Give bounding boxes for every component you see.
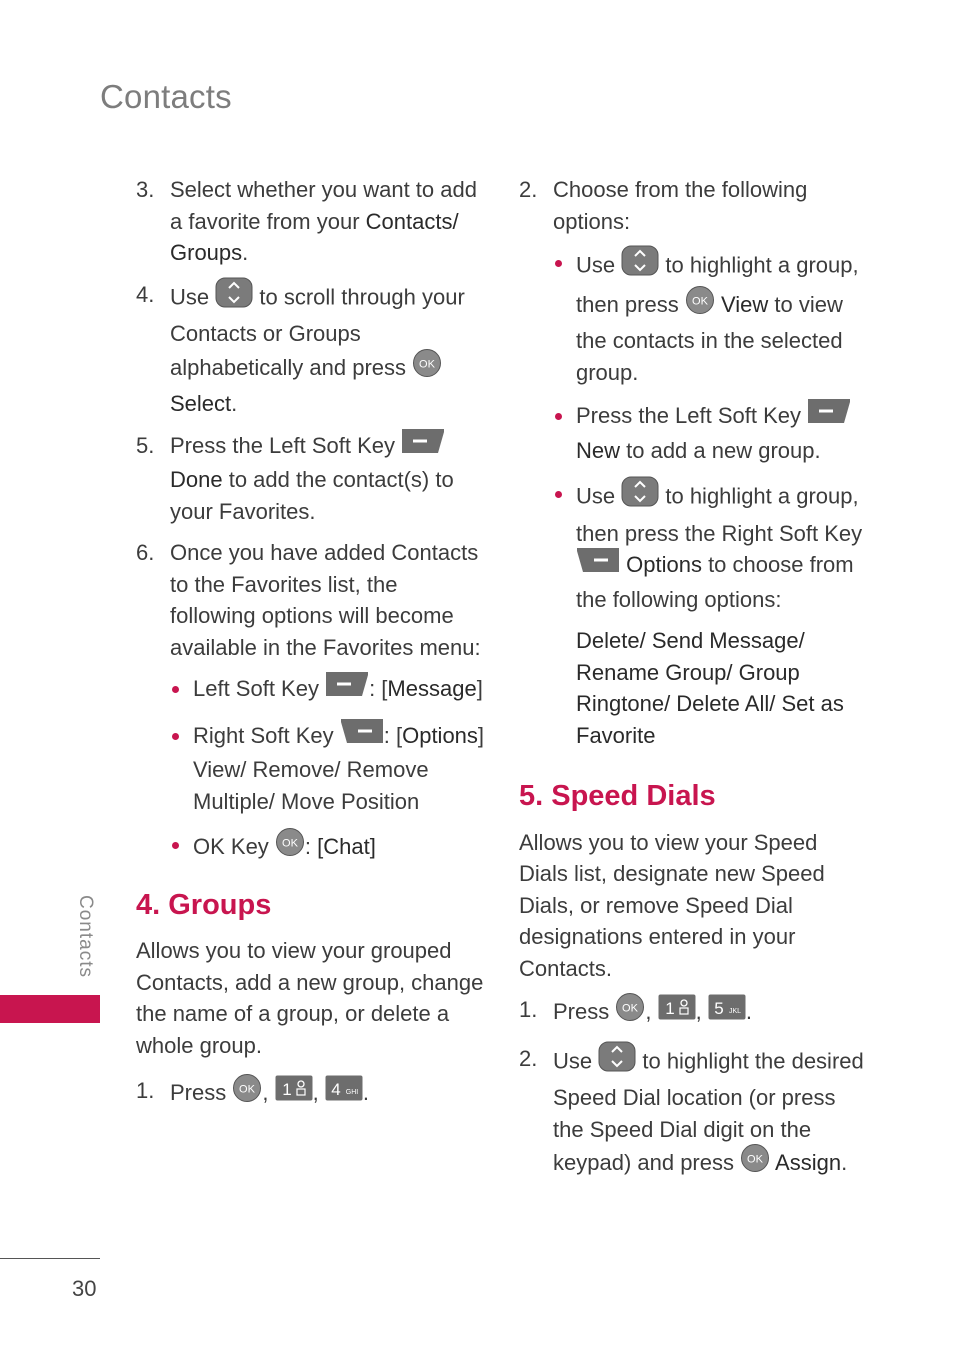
left-column	[136, 174, 486, 1124]
key-letters: GHI	[345, 1089, 359, 1096]
bullet-text: Use	[576, 483, 622, 509]
bullet-text: :	[304, 834, 318, 860]
ok-key-icon	[740, 1143, 770, 1182]
bullet-dot	[172, 686, 179, 693]
bullet-text: Left Soft Key	[193, 676, 326, 702]
bullet-left-soft-key-new	[553, 400, 869, 466]
side-tab-bar	[0, 995, 100, 1023]
page-number: 30	[72, 1276, 97, 1301]
step-number: 3.	[136, 177, 155, 202]
step-6	[136, 537, 486, 868]
key-digit: 1	[664, 999, 675, 1018]
speed-step-2	[519, 1043, 869, 1184]
step-text: Press	[553, 999, 616, 1025]
section-heading-speed-dials: 5. Speed Dials	[519, 780, 716, 812]
options-sub-list: View/ Remove/ Remove Multiple/ Move Position	[193, 757, 429, 814]
step-3	[136, 174, 486, 269]
section-heading-groups: 4. Groups	[136, 888, 272, 921]
bullet-dot	[555, 260, 562, 267]
bullet-use-view	[553, 247, 869, 388]
ok-key-icon	[275, 827, 305, 866]
bullet-text: : [	[369, 676, 388, 702]
footer-rule	[0, 1258, 100, 1259]
step-number: 6.	[136, 540, 155, 565]
step-number: 4.	[136, 281, 155, 307]
step-number: 1.	[519, 997, 538, 1022]
key-5-icon	[708, 994, 746, 1029]
bullet-text: to add a new group.	[620, 437, 821, 463]
bullet-dot	[555, 413, 562, 420]
ok-key-icon	[685, 285, 715, 324]
separator: ,	[645, 999, 658, 1025]
ui-term: Select	[170, 391, 232, 416]
key-1-icon	[275, 1075, 313, 1110]
left-soft-key-icon	[807, 398, 851, 433]
step-text: Press the Left Soft Key	[170, 432, 402, 458]
groups-step-1	[136, 1075, 486, 1114]
ui-term: Contacts/ Groups	[170, 208, 459, 265]
page-title: Contacts	[100, 78, 232, 115]
step-2	[519, 174, 869, 615]
key-4-icon	[325, 1075, 363, 1110]
bullet-right-soft-key	[170, 720, 486, 818]
separator: .	[362, 1080, 369, 1106]
bullet-text: Use	[576, 252, 622, 278]
step-text: to highlight the desired Speed Dial location (or press the Speed Dial digit on the keypad) and press	[553, 1048, 864, 1176]
ok-key-icon	[615, 992, 645, 1031]
right-column	[519, 174, 869, 1194]
nav-key-icon	[215, 277, 253, 317]
nav-key-icon	[598, 1041, 636, 1081]
right-soft-key-icon	[576, 547, 620, 582]
bullet-text: ]	[476, 676, 483, 702]
bullet-dot	[172, 733, 179, 740]
side-tab-label: Contacts	[75, 895, 96, 978]
step-5	[136, 430, 486, 528]
ok-key-icon	[232, 1073, 262, 1112]
ok-key-label: OK	[747, 1153, 764, 1166]
step-text: to add the contact(s) to your Favorites.	[170, 467, 454, 524]
ui-term: [Chat]	[317, 834, 376, 860]
bullet-text: : [	[383, 722, 403, 748]
bullet-text: to highlight a group, then press	[576, 252, 859, 317]
key-1-icon	[658, 994, 696, 1029]
bullet-text: to highlight a group, then press the Right Soft Key	[576, 483, 863, 546]
ui-term: Assign	[775, 1150, 842, 1176]
left-soft-key-icon	[401, 428, 445, 463]
groups-paragraph: Allows you to view your grouped Contacts, add a new group, change the name of a group, or delete a whole group.	[136, 938, 484, 1058]
ui-term: View	[720, 291, 769, 317]
step-number: 5.	[136, 432, 155, 458]
key-digit: 1	[281, 1080, 292, 1099]
bullet-ok-key	[170, 829, 486, 868]
bullet-text: to choose from the following options:	[576, 552, 854, 612]
bullet-left-soft-key	[170, 673, 486, 708]
step-text: Press	[170, 1080, 233, 1106]
speed-dials-paragraph: Allows you to view your Speed Dials list, designate new Speed Dials, or remove Speed Dial designations entered in your Contacts.	[519, 829, 825, 981]
bullet-text: ]	[477, 722, 485, 748]
speed-step-1	[519, 994, 869, 1033]
step-text: Use	[553, 1048, 599, 1074]
ok-key-label: OK	[691, 295, 708, 307]
bullet-dot	[555, 491, 562, 498]
ok-key-label: OK	[419, 358, 436, 370]
ok-key-label: OK	[281, 837, 298, 850]
left-soft-key-icon	[325, 671, 369, 706]
step-4	[136, 279, 486, 420]
ui-term: New	[576, 437, 621, 463]
key-digit: 4	[331, 1080, 341, 1099]
ui-term: Options	[626, 552, 702, 578]
nav-key-icon	[621, 245, 659, 285]
separator: ,	[312, 1080, 325, 1106]
step-number: 1.	[136, 1078, 155, 1103]
step-number: 2.	[519, 177, 538, 202]
step-text: .	[231, 391, 238, 416]
step-text: Choose from the following options:	[553, 177, 808, 234]
group-options-list: Delete/ Send Message/ Rename Group/ Group Ringtone/ Delete All/ Set as Favorite	[576, 628, 844, 748]
separator: ,	[262, 1080, 275, 1106]
bullet-text: to view the contacts in the selected group.	[576, 291, 843, 385]
ui-term: Options	[402, 722, 478, 748]
ok-key-label: OK	[239, 1083, 256, 1096]
bullet-use-options	[553, 478, 869, 615]
step-text: .	[841, 1150, 848, 1176]
step-text: Select whether you want to add a favorite from your	[170, 177, 477, 234]
separator: .	[745, 999, 752, 1025]
ok-key-label: OK	[622, 1002, 639, 1015]
bullet-text: Press the Left Soft Key	[576, 403, 808, 429]
right-soft-key-icon	[340, 718, 384, 753]
step-number: 2.	[519, 1045, 538, 1071]
bullet-dot	[172, 842, 179, 849]
ui-term: Message	[387, 676, 477, 702]
step-text: .	[242, 240, 249, 265]
step-text: Once you have added Contacts to the Favorites list, the following options will become available in the Favorites menu:	[170, 540, 481, 660]
ui-term: Done	[170, 467, 223, 492]
key-letters: JKL	[728, 1008, 741, 1015]
step-text: Use	[170, 284, 216, 310]
bullet-text: Right Soft Key	[193, 722, 340, 748]
key-digit: 5	[714, 999, 724, 1018]
nav-key-icon	[621, 476, 659, 516]
bullet-text: OK Key	[193, 834, 275, 860]
separator: ,	[695, 999, 708, 1025]
step-text: to scroll through your Contacts or Groups alphabetically and press	[170, 284, 465, 380]
ok-key-icon	[412, 348, 442, 387]
